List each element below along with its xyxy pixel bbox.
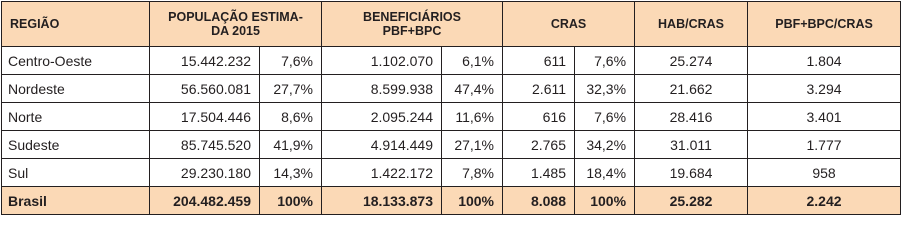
cell-ben: 2.095.244 bbox=[322, 103, 442, 131]
header-hab-cras: HAB/CRAS bbox=[635, 2, 748, 47]
cell-pop-pct: 8,6% bbox=[260, 103, 322, 131]
cell-hab-cras: 31.011 bbox=[635, 131, 748, 159]
cell-ben: 8.599.938 bbox=[322, 75, 442, 103]
table-row bbox=[2, 103, 901, 131]
cell-cras-pct: 32,3% bbox=[575, 75, 635, 103]
cell-hab-cras: 25.282 bbox=[635, 187, 748, 215]
header-regiao: REGIÃO bbox=[2, 2, 150, 47]
cell-hab-cras: 21.662 bbox=[635, 75, 748, 103]
cell-ben: 18.133.873 bbox=[322, 187, 442, 215]
cell-pbf-bpc-cras: 958 bbox=[748, 159, 901, 187]
header-populacao: POPULAÇÃO ESTIMA- DA 2015 bbox=[150, 2, 322, 47]
cell-pbf-bpc-cras: 2.242 bbox=[748, 187, 901, 215]
cell-regiao: Brasil bbox=[2, 187, 150, 215]
total-row bbox=[2, 187, 901, 215]
cell-ben-pct: 27,1% bbox=[442, 131, 503, 159]
cell-pbf-bpc-cras: 3.294 bbox=[748, 75, 901, 103]
cell-pop: 17.504.446 bbox=[150, 103, 260, 131]
cell-ben: 1.102.070 bbox=[322, 47, 442, 75]
cell-cras-pct: 7,6% bbox=[575, 103, 635, 131]
cell-cras-pct: 7,6% bbox=[575, 47, 635, 75]
table-body bbox=[2, 47, 901, 215]
cell-pop-pct: 7,6% bbox=[260, 47, 322, 75]
table-header bbox=[2, 2, 901, 47]
cell-ben-pct: 100% bbox=[442, 187, 503, 215]
cell-pop-pct: 14,3% bbox=[260, 159, 322, 187]
table-row bbox=[2, 47, 901, 75]
cell-pop: 15.442.232 bbox=[150, 47, 260, 75]
cell-pbf-bpc-cras: 1.777 bbox=[748, 131, 901, 159]
cell-regiao: Norte bbox=[2, 103, 150, 131]
cell-cras-pct: 18,4% bbox=[575, 159, 635, 187]
cell-cras: 2.611 bbox=[503, 75, 575, 103]
regional-statistics-table bbox=[1, 1, 901, 215]
cell-hab-cras: 28.416 bbox=[635, 103, 748, 131]
table-row bbox=[2, 75, 901, 103]
cell-cras: 616 bbox=[503, 103, 575, 131]
cell-pop: 204.482.459 bbox=[150, 187, 260, 215]
header-cras: CRAS bbox=[503, 2, 635, 47]
cell-pop-pct: 100% bbox=[260, 187, 322, 215]
cell-pop-pct: 27,7% bbox=[260, 75, 322, 103]
cell-regiao: Sudeste bbox=[2, 131, 150, 159]
cell-pbf-bpc-cras: 3.401 bbox=[748, 103, 901, 131]
cell-hab-cras: 19.684 bbox=[635, 159, 748, 187]
cell-ben-pct: 6,1% bbox=[442, 47, 503, 75]
cell-ben: 1.422.172 bbox=[322, 159, 442, 187]
cell-regiao: Nordeste bbox=[2, 75, 150, 103]
cell-cras: 1.485 bbox=[503, 159, 575, 187]
cell-cras: 611 bbox=[503, 47, 575, 75]
table-row bbox=[2, 159, 901, 187]
cell-pbf-bpc-cras: 1.804 bbox=[748, 47, 901, 75]
table-row bbox=[2, 131, 901, 159]
cell-cras-pct: 34,2% bbox=[575, 131, 635, 159]
cell-ben-pct: 7,8% bbox=[442, 159, 503, 187]
cell-pop: 85.745.520 bbox=[150, 131, 260, 159]
cell-ben-pct: 47,4% bbox=[442, 75, 503, 103]
cell-pop-pct: 41,9% bbox=[260, 131, 322, 159]
cell-ben: 4.914.449 bbox=[322, 131, 442, 159]
header-pbf-bpc-cras: PBF+BPC/CRAS bbox=[748, 2, 901, 47]
cell-cras: 2.765 bbox=[503, 131, 575, 159]
cell-regiao: Sul bbox=[2, 159, 150, 187]
cell-pop: 56.560.081 bbox=[150, 75, 260, 103]
cell-hab-cras: 25.274 bbox=[635, 47, 748, 75]
header-beneficiarios: BENEFICIÁRIOS PBF+BPC bbox=[322, 2, 503, 47]
cell-ben-pct: 11,6% bbox=[442, 103, 503, 131]
cell-cras: 8.088 bbox=[503, 187, 575, 215]
cell-regiao: Centro-Oeste bbox=[2, 47, 150, 75]
cell-cras-pct: 100% bbox=[575, 187, 635, 215]
cell-pop: 29.230.180 bbox=[150, 159, 260, 187]
header-row bbox=[2, 2, 901, 47]
